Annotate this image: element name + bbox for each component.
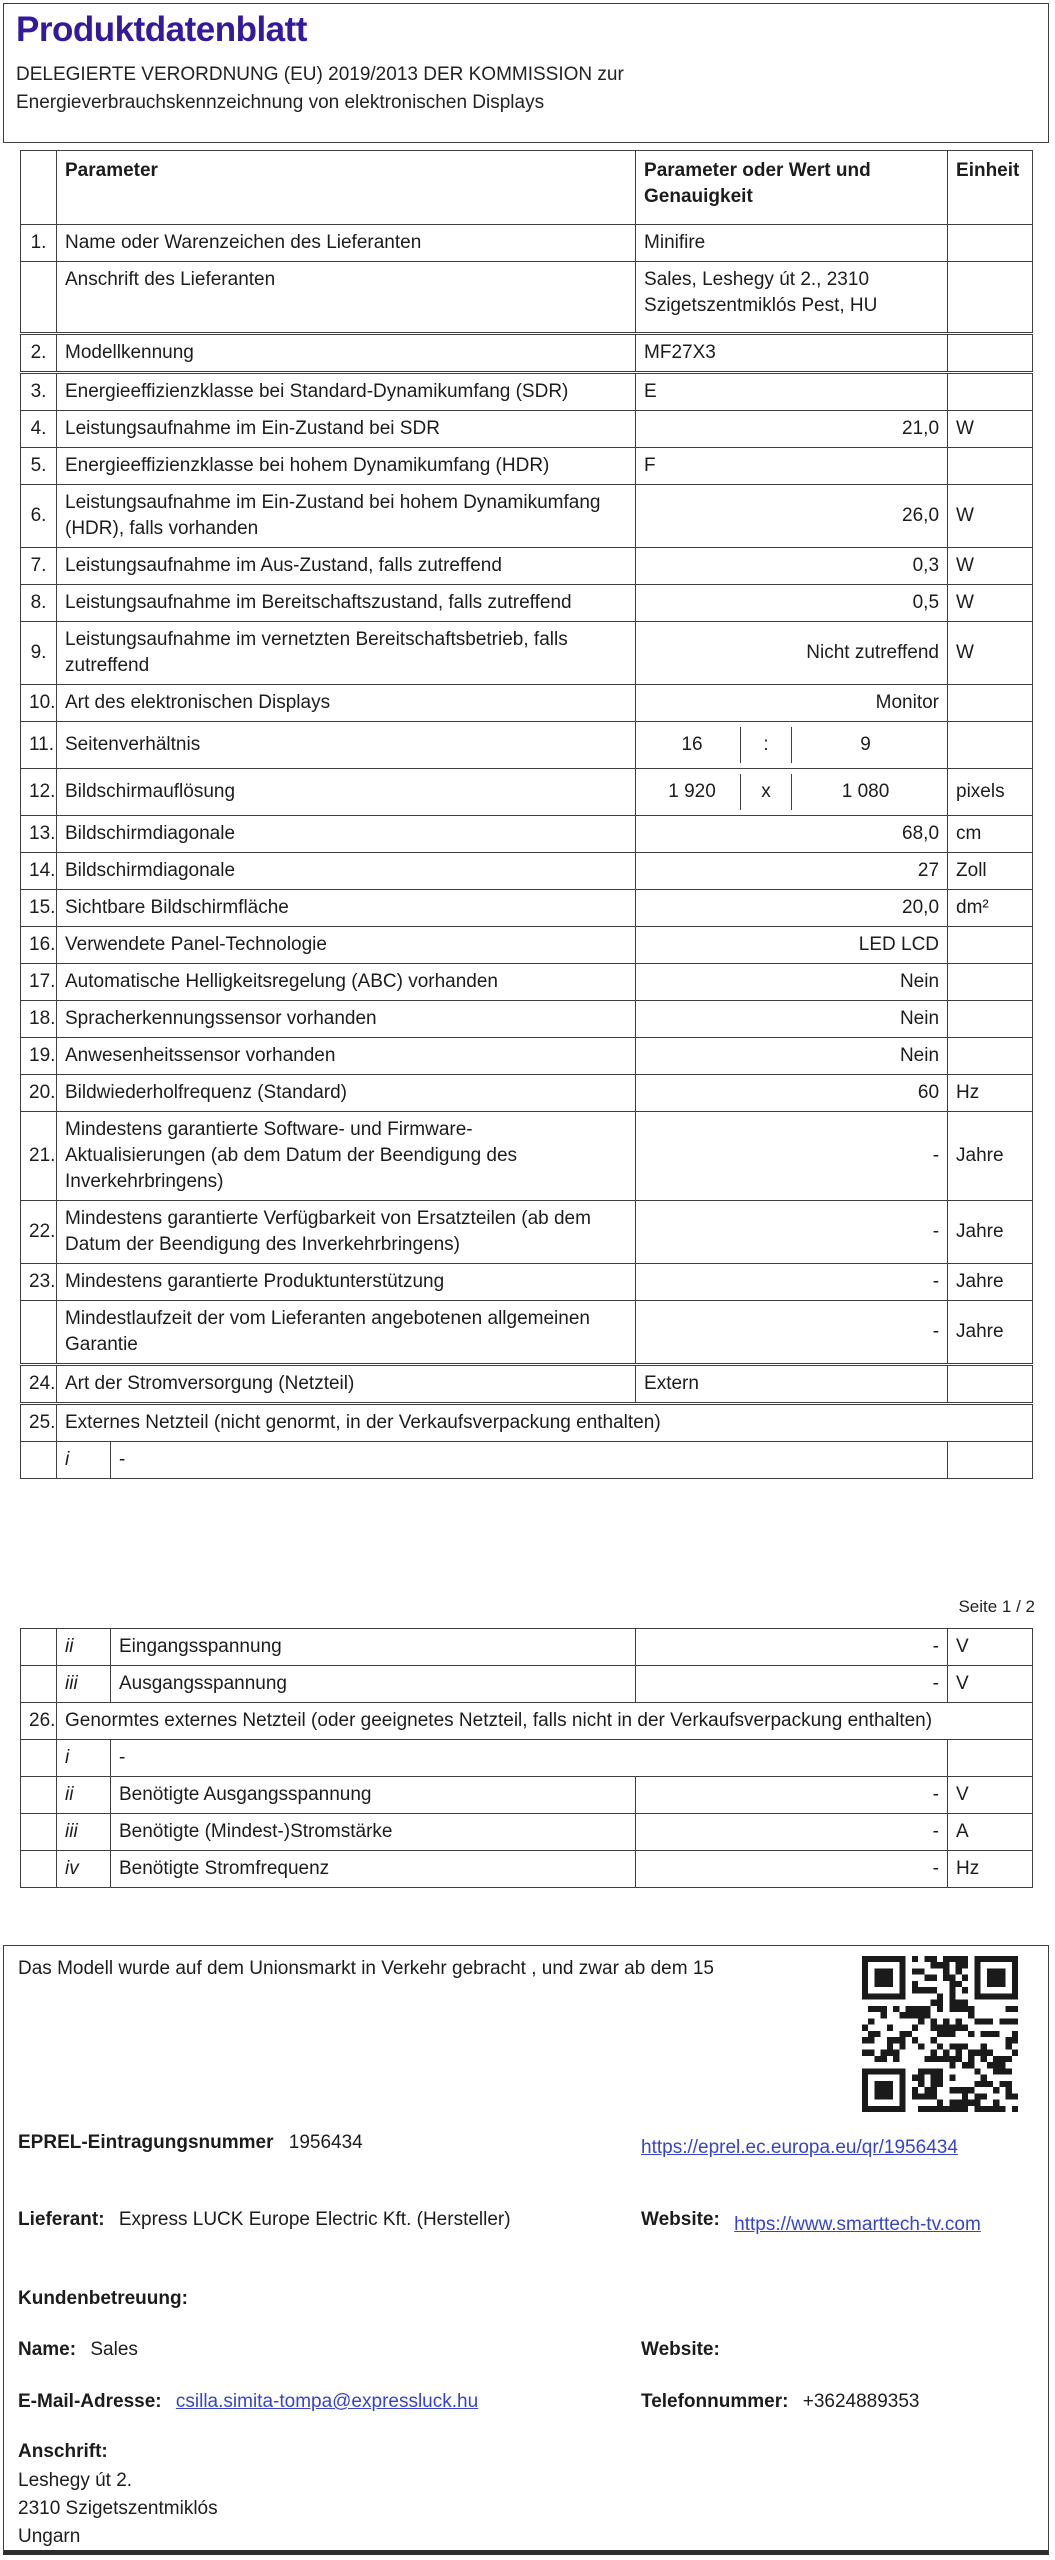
- row-number: 4.: [21, 411, 57, 448]
- unit-label: W: [948, 548, 1033, 585]
- table-row: [21, 262, 1033, 334]
- unit-label: [948, 1442, 1033, 1479]
- row-number: 13.: [21, 816, 57, 853]
- param-value: -: [636, 1629, 948, 1666]
- eprel-label: EPREL-Eintragungsnummer: [18, 2132, 274, 2153]
- unit-label: W: [948, 485, 1033, 548]
- param-label: Anwesenheitssensor vorhanden: [57, 1038, 636, 1075]
- table-header-row: [21, 151, 1033, 225]
- table-row: [21, 722, 1033, 769]
- param-label: Bildschirmdiagonale: [57, 816, 636, 853]
- param-label: Bildwiederholfrequenz (Standard): [57, 1075, 636, 1112]
- table-row: [21, 890, 1033, 927]
- param-value: MF27X3: [636, 334, 948, 373]
- row-number: [21, 1740, 57, 1777]
- row-number: 25.: [21, 1404, 57, 1442]
- param-value: -: [111, 1740, 948, 1777]
- param-value: -: [636, 1201, 948, 1264]
- param-label: Bildschirmauflösung: [57, 769, 636, 816]
- unit-label: dm²: [948, 890, 1033, 927]
- row-number: [21, 1666, 57, 1703]
- unit-label: [948, 1001, 1033, 1038]
- split-value-2: x: [741, 774, 792, 810]
- row-number: [21, 1777, 57, 1814]
- param-value: Monitor: [636, 685, 948, 722]
- split-value-3: 9: [860, 734, 871, 755]
- row-number: 19.: [21, 1038, 57, 1075]
- param-value: 0,5: [636, 585, 948, 622]
- unit-label: [948, 1740, 1033, 1777]
- table-row: [21, 1666, 1033, 1703]
- row-roman-numeral: iii: [57, 1666, 111, 1703]
- name-value: Sales: [90, 2339, 138, 2360]
- param-label: Sichtbare Bildschirmfläche: [57, 890, 636, 927]
- phone-value: +3624889353: [802, 2391, 920, 2412]
- param-label: Mindestens garantierte Produktunterstützung: [57, 1264, 636, 1301]
- row-roman-numeral: ii: [57, 1629, 111, 1666]
- param-label: Energieeffizienzklasse bei Standard-Dynamikumfang (SDR): [57, 373, 636, 411]
- row-number: 7.: [21, 548, 57, 585]
- param-value: Nein: [636, 964, 948, 1001]
- split-value-1: 16: [644, 727, 741, 763]
- website-label: Website:: [641, 2209, 720, 2230]
- unit-label: Jahre: [948, 1301, 1033, 1365]
- unit-label: W: [948, 622, 1033, 685]
- eprel-link[interactable]: https://eprel.ec.europa.eu/qr/1956434: [641, 2137, 958, 2158]
- email-row: [18, 2391, 478, 2413]
- table-row: [21, 225, 1033, 262]
- unit-label: cm: [948, 816, 1033, 853]
- row-number: 21.: [21, 1112, 57, 1201]
- table-row: [21, 964, 1033, 1001]
- row-number: 3.: [21, 373, 57, 411]
- unit-label: V: [948, 1777, 1033, 1814]
- param-value: 0,3: [636, 548, 948, 585]
- param-value: Nein: [636, 1001, 948, 1038]
- row-number: 16.: [21, 927, 57, 964]
- email-link[interactable]: csilla.simita-tompa@expressluck.hu: [175, 2391, 479, 2412]
- param-value: -: [636, 1777, 948, 1814]
- unit-label: [948, 225, 1033, 262]
- row-number: 24.: [21, 1365, 57, 1404]
- split-value-1: 1 920: [644, 774, 741, 810]
- row-roman-numeral: ii: [57, 1777, 111, 1814]
- table-row: [21, 1112, 1033, 1201]
- param-label: Art der Stromversorgung (Netzteil): [57, 1365, 636, 1404]
- table-row: [21, 816, 1033, 853]
- phone-row: [641, 2391, 919, 2413]
- row-number: 8.: [21, 585, 57, 622]
- param-value: 27: [636, 853, 948, 890]
- row-roman-numeral: iv: [57, 1851, 111, 1888]
- name-label: Name:: [18, 2339, 77, 2360]
- regulation-subtitle: DELEGIERTE VERORDNUNG (EU) 2019/2013 DER KOMMISSION zur Energieverbrauchskennzeichnung von elektronischen Displays: [16, 64, 624, 113]
- param-value: 26,0: [636, 485, 948, 548]
- unit-label: V: [948, 1666, 1033, 1703]
- row-number: 10.: [21, 685, 57, 722]
- unit-label: [948, 685, 1033, 722]
- table-row: [21, 1001, 1033, 1038]
- qr-code: [862, 1956, 1018, 2112]
- header-box: [3, 3, 1049, 143]
- header-parameter: Parameter: [57, 151, 636, 225]
- param-label: Leistungsaufnahme im Ein-Zustand bei SDR: [57, 411, 636, 448]
- table-row: [21, 585, 1033, 622]
- page-title: Produktdatenblatt: [16, 10, 307, 49]
- row-number: [21, 1814, 57, 1851]
- row-number: 11.: [21, 722, 57, 769]
- param-label: Mindestens garantierte Software- und Firmware-Aktualisierungen (ab dem Datum der Beendigung des Inverkehrbringens): [57, 1112, 636, 1201]
- param-value-split: [636, 769, 948, 816]
- table-row: [21, 1075, 1033, 1112]
- param-label: Automatische Helligkeitsregelung (ABC) vorhanden: [57, 964, 636, 1001]
- supplier-row: [18, 2209, 511, 2231]
- param-value: E: [636, 373, 948, 411]
- table-row: [21, 1301, 1033, 1365]
- unit-label: [948, 448, 1033, 485]
- header-value: Parameter oder Wert und Genauigkeit: [636, 151, 948, 225]
- param-label-full: Externes Netzteil (nicht genormt, in der Verkaufsverpackung enthalten): [57, 1404, 1033, 1442]
- param-label: Benötigte Ausgangsspannung: [111, 1777, 636, 1814]
- table-row: [21, 1629, 1033, 1666]
- table-row: [21, 548, 1033, 585]
- table-row: [21, 1404, 1033, 1442]
- param-label: Leistungsaufnahme im vernetzten Bereitschaftsbetrieb, falls zutreffend: [57, 622, 636, 685]
- unit-label: Jahre: [948, 1201, 1033, 1264]
- param-label: Bildschirmdiagonale: [57, 853, 636, 890]
- table-row: [21, 685, 1033, 722]
- row-number: 2.: [21, 334, 57, 373]
- table-row: [21, 1365, 1033, 1404]
- table-row: [21, 1777, 1033, 1814]
- table-row: [21, 1740, 1033, 1777]
- param-value: -: [636, 1301, 948, 1365]
- row-number: 15.: [21, 890, 57, 927]
- param-value-split: [636, 722, 948, 769]
- param-value: -: [636, 1264, 948, 1301]
- param-label: Modellkennung: [57, 334, 636, 373]
- row-number: 20.: [21, 1075, 57, 1112]
- table-row: [21, 1264, 1033, 1301]
- email-label: E-Mail-Adresse:: [18, 2391, 162, 2412]
- param-label-full: Genormtes externes Netzteil (oder geeignetes Netzteil, falls nicht in der Verkaufsverpackung enthalten): [57, 1703, 1033, 1740]
- param-label: Name oder Warenzeichen des Lieferanten: [57, 225, 636, 262]
- row-number: 6.: [21, 485, 57, 548]
- row-number: 12.: [21, 769, 57, 816]
- table-row: [21, 1703, 1033, 1740]
- param-label: Mindestlaufzeit der vom Lieferanten angebotenen allgemeinen Garantie: [57, 1301, 636, 1365]
- param-value: -: [111, 1442, 948, 1479]
- row-number: [21, 1301, 57, 1365]
- param-label: Seitenverhältnis: [57, 722, 636, 769]
- row-number: 9.: [21, 622, 57, 685]
- row-number: [21, 1851, 57, 1888]
- address-line-1: Leshegy út 2.: [18, 2470, 133, 2491]
- supplier-value: Express LUCK Europe Electric Kft. (Hersteller): [118, 2209, 511, 2230]
- param-label: Ausgangsspannung: [111, 1666, 636, 1703]
- table-row: [21, 1038, 1033, 1075]
- table-row: [21, 769, 1033, 816]
- address-line-3: Ungarn: [18, 2526, 81, 2547]
- table-row: [21, 334, 1033, 373]
- unit-label: [948, 1038, 1033, 1075]
- param-label: Leistungsaufnahme im Bereitschaftszustand, falls zutreffend: [57, 585, 636, 622]
- unit-label: [948, 964, 1033, 1001]
- row-number: 14.: [21, 853, 57, 890]
- param-value: -: [636, 1112, 948, 1201]
- unit-label: Hz: [948, 1851, 1033, 1888]
- param-value: LED LCD: [636, 927, 948, 964]
- table-row: [21, 411, 1033, 448]
- unit-label: [948, 722, 1033, 769]
- table-row: [21, 1201, 1033, 1264]
- row-number: [21, 262, 57, 334]
- param-value: Minifire: [636, 225, 948, 262]
- split-value-3: 1 080: [841, 781, 890, 802]
- supplier-label: Lieferant:: [18, 2209, 105, 2230]
- param-label: Mindestens garantierte Verfügbarkeit von Ersatzteilen (ab dem Datum der Beendigung des Inverkehrbringens): [57, 1201, 636, 1264]
- param-value: 60: [636, 1075, 948, 1112]
- param-value: -: [636, 1666, 948, 1703]
- eprel-number: 1956434: [288, 2132, 363, 2153]
- row-number: 1.: [21, 225, 57, 262]
- param-label: Leistungsaufnahme im Ein-Zustand bei hohem Dynamikumfang (HDR), falls vorhanden: [57, 485, 636, 548]
- table-row: [21, 622, 1033, 685]
- table-row: [21, 927, 1033, 964]
- unit-label: V: [948, 1629, 1033, 1666]
- param-value: 68,0: [636, 816, 948, 853]
- address-label: Anschrift:: [18, 2441, 108, 2462]
- param-value: Nicht zutreffend: [636, 622, 948, 685]
- unit-label: A: [948, 1814, 1033, 1851]
- website2-label: Website:: [641, 2339, 720, 2360]
- header-unit: Einheit: [948, 151, 1033, 225]
- phone-label: Telefonnummer:: [641, 2391, 789, 2412]
- param-label: Art des elektronischen Displays: [57, 685, 636, 722]
- row-number: 18.: [21, 1001, 57, 1038]
- unit-label: Hz: [948, 1075, 1033, 1112]
- parameter-table-page2: [20, 1628, 1033, 1888]
- contact-name-row: [18, 2339, 138, 2361]
- param-value: Sales, Leshegy út 2., 2310 Szigetszentmiklós Pest, HU: [636, 262, 948, 334]
- website-link[interactable]: https://www.smarttech-tv.com: [734, 2214, 981, 2235]
- param-label: Energieeffizienzklasse bei hohem Dynamikumfang (HDR): [57, 448, 636, 485]
- param-value: -: [636, 1814, 948, 1851]
- param-value: Extern: [636, 1365, 948, 1404]
- eprel-row: [18, 2132, 363, 2154]
- unit-label: [948, 927, 1033, 964]
- unit-label: [948, 373, 1033, 411]
- unit-label: Zoll: [948, 853, 1033, 890]
- footer-box: [3, 1945, 1049, 2555]
- unit-label: [948, 1365, 1033, 1404]
- unit-label: [948, 334, 1033, 373]
- unit-label: Jahre: [948, 1264, 1033, 1301]
- unit-label: pixels: [948, 769, 1033, 816]
- website-row: [641, 2209, 1021, 2240]
- param-label: Anschrift des Lieferanten: [57, 262, 636, 334]
- page-number-label: Seite 1 / 2: [958, 1597, 1035, 1616]
- table-row: [21, 853, 1033, 890]
- unit-label: Jahre: [948, 1112, 1033, 1201]
- row-number: [21, 1442, 57, 1479]
- param-label: Benötigte Stromfrequenz: [111, 1851, 636, 1888]
- row-number: 17.: [21, 964, 57, 1001]
- param-value: 20,0: [636, 890, 948, 927]
- row-number: [21, 1629, 57, 1666]
- row-roman-numeral: iii: [57, 1814, 111, 1851]
- unit-label: [948, 262, 1033, 334]
- row-number: 23.: [21, 1264, 57, 1301]
- row-number: 22.: [21, 1201, 57, 1264]
- header-number-cell: [21, 151, 57, 225]
- row-number: 26.: [21, 1703, 57, 1740]
- support-label: Kundenbetreuung:: [18, 2288, 188, 2309]
- split-value-2: :: [741, 727, 792, 763]
- address-line-2: 2310 Szigetszentmiklós: [18, 2498, 218, 2519]
- row-roman-numeral: i: [57, 1740, 111, 1777]
- parameter-table-page1: [20, 150, 1033, 1479]
- param-label: Spracherkennungssensor vorhanden: [57, 1001, 636, 1038]
- param-value: -: [636, 1851, 948, 1888]
- table-row: [21, 485, 1033, 548]
- param-label: Eingangsspannung: [111, 1629, 636, 1666]
- table-row: [21, 1814, 1033, 1851]
- row-roman-numeral: i: [57, 1442, 111, 1479]
- eprel-link-wrap: [641, 2132, 961, 2163]
- param-value: Nein: [636, 1038, 948, 1075]
- param-value: F: [636, 448, 948, 485]
- table-row: [21, 1851, 1033, 1888]
- param-value: 21,0: [636, 411, 948, 448]
- row-number: 5.: [21, 448, 57, 485]
- unit-label: W: [948, 585, 1033, 622]
- table-row: [21, 373, 1033, 411]
- param-label: Leistungsaufnahme im Aus-Zustand, falls zutreffend: [57, 548, 636, 585]
- param-label: Verwendete Panel-Technologie: [57, 927, 636, 964]
- table-row: [21, 1442, 1033, 1479]
- unit-label: W: [948, 411, 1033, 448]
- param-label: Benötigte (Mindest-)Stromstärke: [111, 1814, 636, 1851]
- table-row: [21, 448, 1033, 485]
- market-placement-text: Das Modell wurde auf dem Unionsmarkt in Verkehr gebracht , und zwar ab dem 15: [18, 1958, 714, 1979]
